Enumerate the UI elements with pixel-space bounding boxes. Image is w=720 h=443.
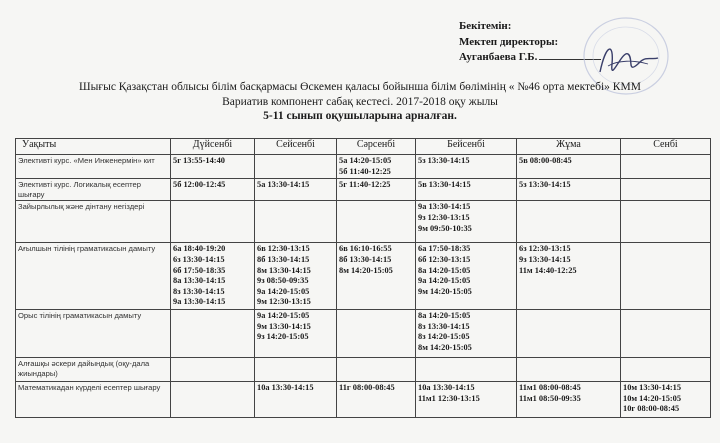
lesson-slot: 5г 11:40-12:25 — [339, 180, 391, 190]
lesson-slot: 8а 14:20-15:05 — [418, 310, 471, 320]
lesson-slot: 5з 13:30-14:15 — [519, 180, 571, 190]
slot-cell-friday — [517, 201, 621, 243]
header-audience: 5-11 сынып оқушыларына арналған. — [263, 110, 457, 122]
col-header-friday: Жұма — [517, 139, 621, 155]
lesson-slot: 8з 14:20-15:05 — [418, 332, 470, 342]
slot-cell-friday — [517, 357, 621, 381]
slot-cell-thursday — [416, 309, 517, 357]
table-row — [16, 155, 711, 179]
lesson-slot: 10м 14:20-15:05 — [623, 393, 682, 403]
subject-cell: Зайырлылық және дінтану негіздері — [16, 201, 171, 243]
lesson-slot: 11м 14:40-12:25 — [519, 265, 577, 275]
slot-cell-tuesday — [255, 309, 337, 357]
table-header-row — [16, 139, 711, 155]
slot-cell-saturday — [621, 357, 711, 381]
lesson-slot: 9з 12:30-13:15 — [418, 212, 470, 222]
lesson-slot: 9м 13:30-14:15 — [257, 321, 311, 331]
col-header-monday: Дүйсенбі — [171, 139, 255, 155]
slot-cell-monday — [171, 155, 255, 179]
slot-cell-monday — [171, 309, 255, 357]
lesson-slot: 9а 13:30-14:15 — [418, 202, 471, 212]
slot-cell-thursday — [416, 201, 517, 243]
slot-cell-thursday — [416, 381, 517, 417]
lesson-slot: 8а 14:20-15:05 — [418, 265, 471, 275]
slot-cell-thursday — [416, 243, 517, 310]
subject-cell: Орыс тілінің граматикасын дамыту — [16, 309, 171, 357]
slot-cell-tuesday — [255, 243, 337, 310]
lesson-slot: 11м1 08:50-09:35 — [519, 393, 581, 403]
table-row — [16, 179, 711, 201]
slot-cell-tuesday — [255, 357, 337, 381]
subject-cell: Элективті курс. Логикалық есептер шығару — [16, 179, 171, 201]
col-header-time: Уақыты — [16, 139, 171, 155]
approval-role: Мектеп директоры: — [459, 35, 559, 48]
schedule-table — [15, 138, 711, 418]
slot-cell-friday — [517, 179, 621, 201]
slot-cell-friday — [517, 243, 621, 310]
slot-cell-saturday — [621, 179, 711, 201]
slot-cell-wednesday — [337, 309, 416, 357]
slot-cell-thursday — [416, 357, 517, 381]
lesson-slot: 5б 12:00-12:45 — [173, 180, 226, 190]
table-row — [16, 357, 711, 381]
slot-cell-friday — [517, 155, 621, 179]
slot-cell-saturday — [621, 309, 711, 357]
slot-cell-tuesday — [255, 201, 337, 243]
lesson-slot: 8б 13:30-14:15 — [339, 254, 392, 264]
lesson-slot: 5а 14:20-15:05 — [339, 156, 392, 165]
lesson-slot: 9а 14:20-15:05 — [257, 286, 310, 296]
slot-cell-monday — [171, 201, 255, 243]
table-row — [16, 381, 711, 417]
slot-cell-tuesday — [255, 381, 337, 417]
subject-cell: Алғашқы әскери дайындық (оқу-дала жиындары) — [16, 357, 171, 381]
slot-cell-monday — [171, 357, 255, 381]
lesson-slot: 6в 16:10-16:55 — [339, 244, 392, 254]
lesson-slot: 6в 12:30-13:15 — [257, 244, 310, 254]
slot-cell-friday — [517, 309, 621, 357]
table-row — [16, 201, 711, 243]
lesson-slot: 11м1 12:30-13:15 — [418, 393, 480, 403]
lesson-slot: 9з 08:50-09:35 — [257, 276, 309, 286]
slot-cell-friday — [517, 381, 621, 417]
slot-cell-saturday — [621, 201, 711, 243]
slot-cell-saturday — [621, 243, 711, 310]
lesson-slot: 8м 14:20-15:05 — [418, 342, 472, 352]
table-row — [16, 243, 711, 310]
slot-cell-monday — [171, 179, 255, 201]
lesson-slot: 6б 17:50-18:35 — [173, 265, 226, 275]
lesson-slot: 9з 13:30-14:15 — [519, 254, 571, 264]
header-institution: Шығыс Қазақстан облысы білім басқармасы Өскемен қаласы бойынша білім бөлімінің « №46 орта мектебі» КММ — [79, 81, 641, 93]
lesson-slot: 8з 13:30-14:15 — [418, 321, 470, 331]
lesson-slot: 5г 13:55-14:40 — [173, 156, 225, 165]
slot-cell-wednesday — [337, 243, 416, 310]
lesson-slot: 10г 08:00-08:45 — [623, 404, 680, 414]
slot-cell-monday — [171, 243, 255, 310]
lesson-slot: 9м 14:20-15:05 — [418, 286, 472, 296]
lesson-slot: 6а 18:40-19:20 — [173, 244, 226, 254]
lesson-slot: 10м 13:30-14:15 — [623, 382, 682, 392]
lesson-slot: 6а 17:50-18:35 — [418, 244, 471, 254]
lesson-slot: 5а 13:30-14:15 — [257, 180, 310, 190]
header-title: Вариатив компонент сабақ кестесі. 2017-2018 оқу жылы — [222, 96, 498, 108]
lesson-slot: 6з 13:30-14:15 — [173, 254, 225, 264]
lesson-slot: 10а 13:30-14:15 — [418, 382, 475, 392]
lesson-slot: 9а 14:20-15:05 — [257, 310, 310, 320]
slot-cell-tuesday — [255, 179, 337, 201]
lesson-slot: 11м1 08:00-08:45 — [519, 382, 581, 392]
lesson-slot: 8а 13:30-14:15 — [173, 276, 226, 286]
slot-cell-wednesday — [337, 201, 416, 243]
lesson-slot: 9з 14:20-15:05 — [257, 332, 309, 342]
slot-cell-wednesday — [337, 381, 416, 417]
lesson-slot: 9м 12:30-13:15 — [257, 297, 311, 307]
lesson-slot: 6з 12:30-13:15 — [519, 244, 571, 254]
approval-name: Ауганбаева Г.Б. — [459, 51, 538, 63]
lesson-slot: 11г 08:00-08:45 — [339, 382, 395, 392]
col-header-wednesday: Сәрсенбі — [337, 139, 416, 155]
col-header-saturday: Сенбі — [621, 139, 711, 155]
slot-cell-wednesday — [337, 155, 416, 179]
slot-cell-wednesday — [337, 357, 416, 381]
lesson-slot: 9м 09:50-10:35 — [418, 223, 472, 233]
subject-cell: Ағылшын тілінің граматикасын дамыту — [16, 243, 171, 310]
col-header-thursday: Бейсенбі — [416, 139, 517, 155]
lesson-slot: 10а 13:30-14:15 — [257, 382, 314, 392]
lesson-slot: 5з 13:30-14:15 — [418, 156, 470, 165]
lesson-slot: 9а 14:20-15:05 — [418, 276, 471, 286]
slot-cell-tuesday — [255, 155, 337, 179]
slot-cell-saturday — [621, 155, 711, 179]
lesson-slot: 5в 08:00-08:45 — [519, 156, 572, 165]
subject-cell: Математикадан күрделі есептер шығару — [16, 381, 171, 417]
lesson-slot: 5б 11:40-12:25 — [339, 166, 391, 176]
lesson-slot: 9а 13:30-14:15 — [173, 297, 226, 307]
lesson-slot: 8м 14:20-15:05 — [339, 265, 393, 275]
slot-cell-saturday — [621, 381, 711, 417]
col-header-tuesday: Сейсенбі — [255, 139, 337, 155]
lesson-slot: 6б 12:30-13:15 — [418, 254, 471, 264]
lesson-slot: 5в 13:30-14:15 — [418, 180, 471, 190]
slot-cell-thursday — [416, 155, 517, 179]
slot-cell-thursday — [416, 179, 517, 201]
table-row — [16, 309, 711, 357]
slot-cell-monday — [171, 381, 255, 417]
subject-cell: Элективті курс. «Мен Инженермін» кит — [16, 155, 171, 179]
slot-cell-wednesday — [337, 179, 416, 201]
lesson-slot: 8м 13:30-14:15 — [257, 265, 311, 275]
lesson-slot: 8б 13:30-14:15 — [257, 254, 310, 264]
lesson-slot: 8з 13:30-14:15 — [173, 286, 225, 296]
approval-label: Бекітемін: — [459, 20, 512, 32]
